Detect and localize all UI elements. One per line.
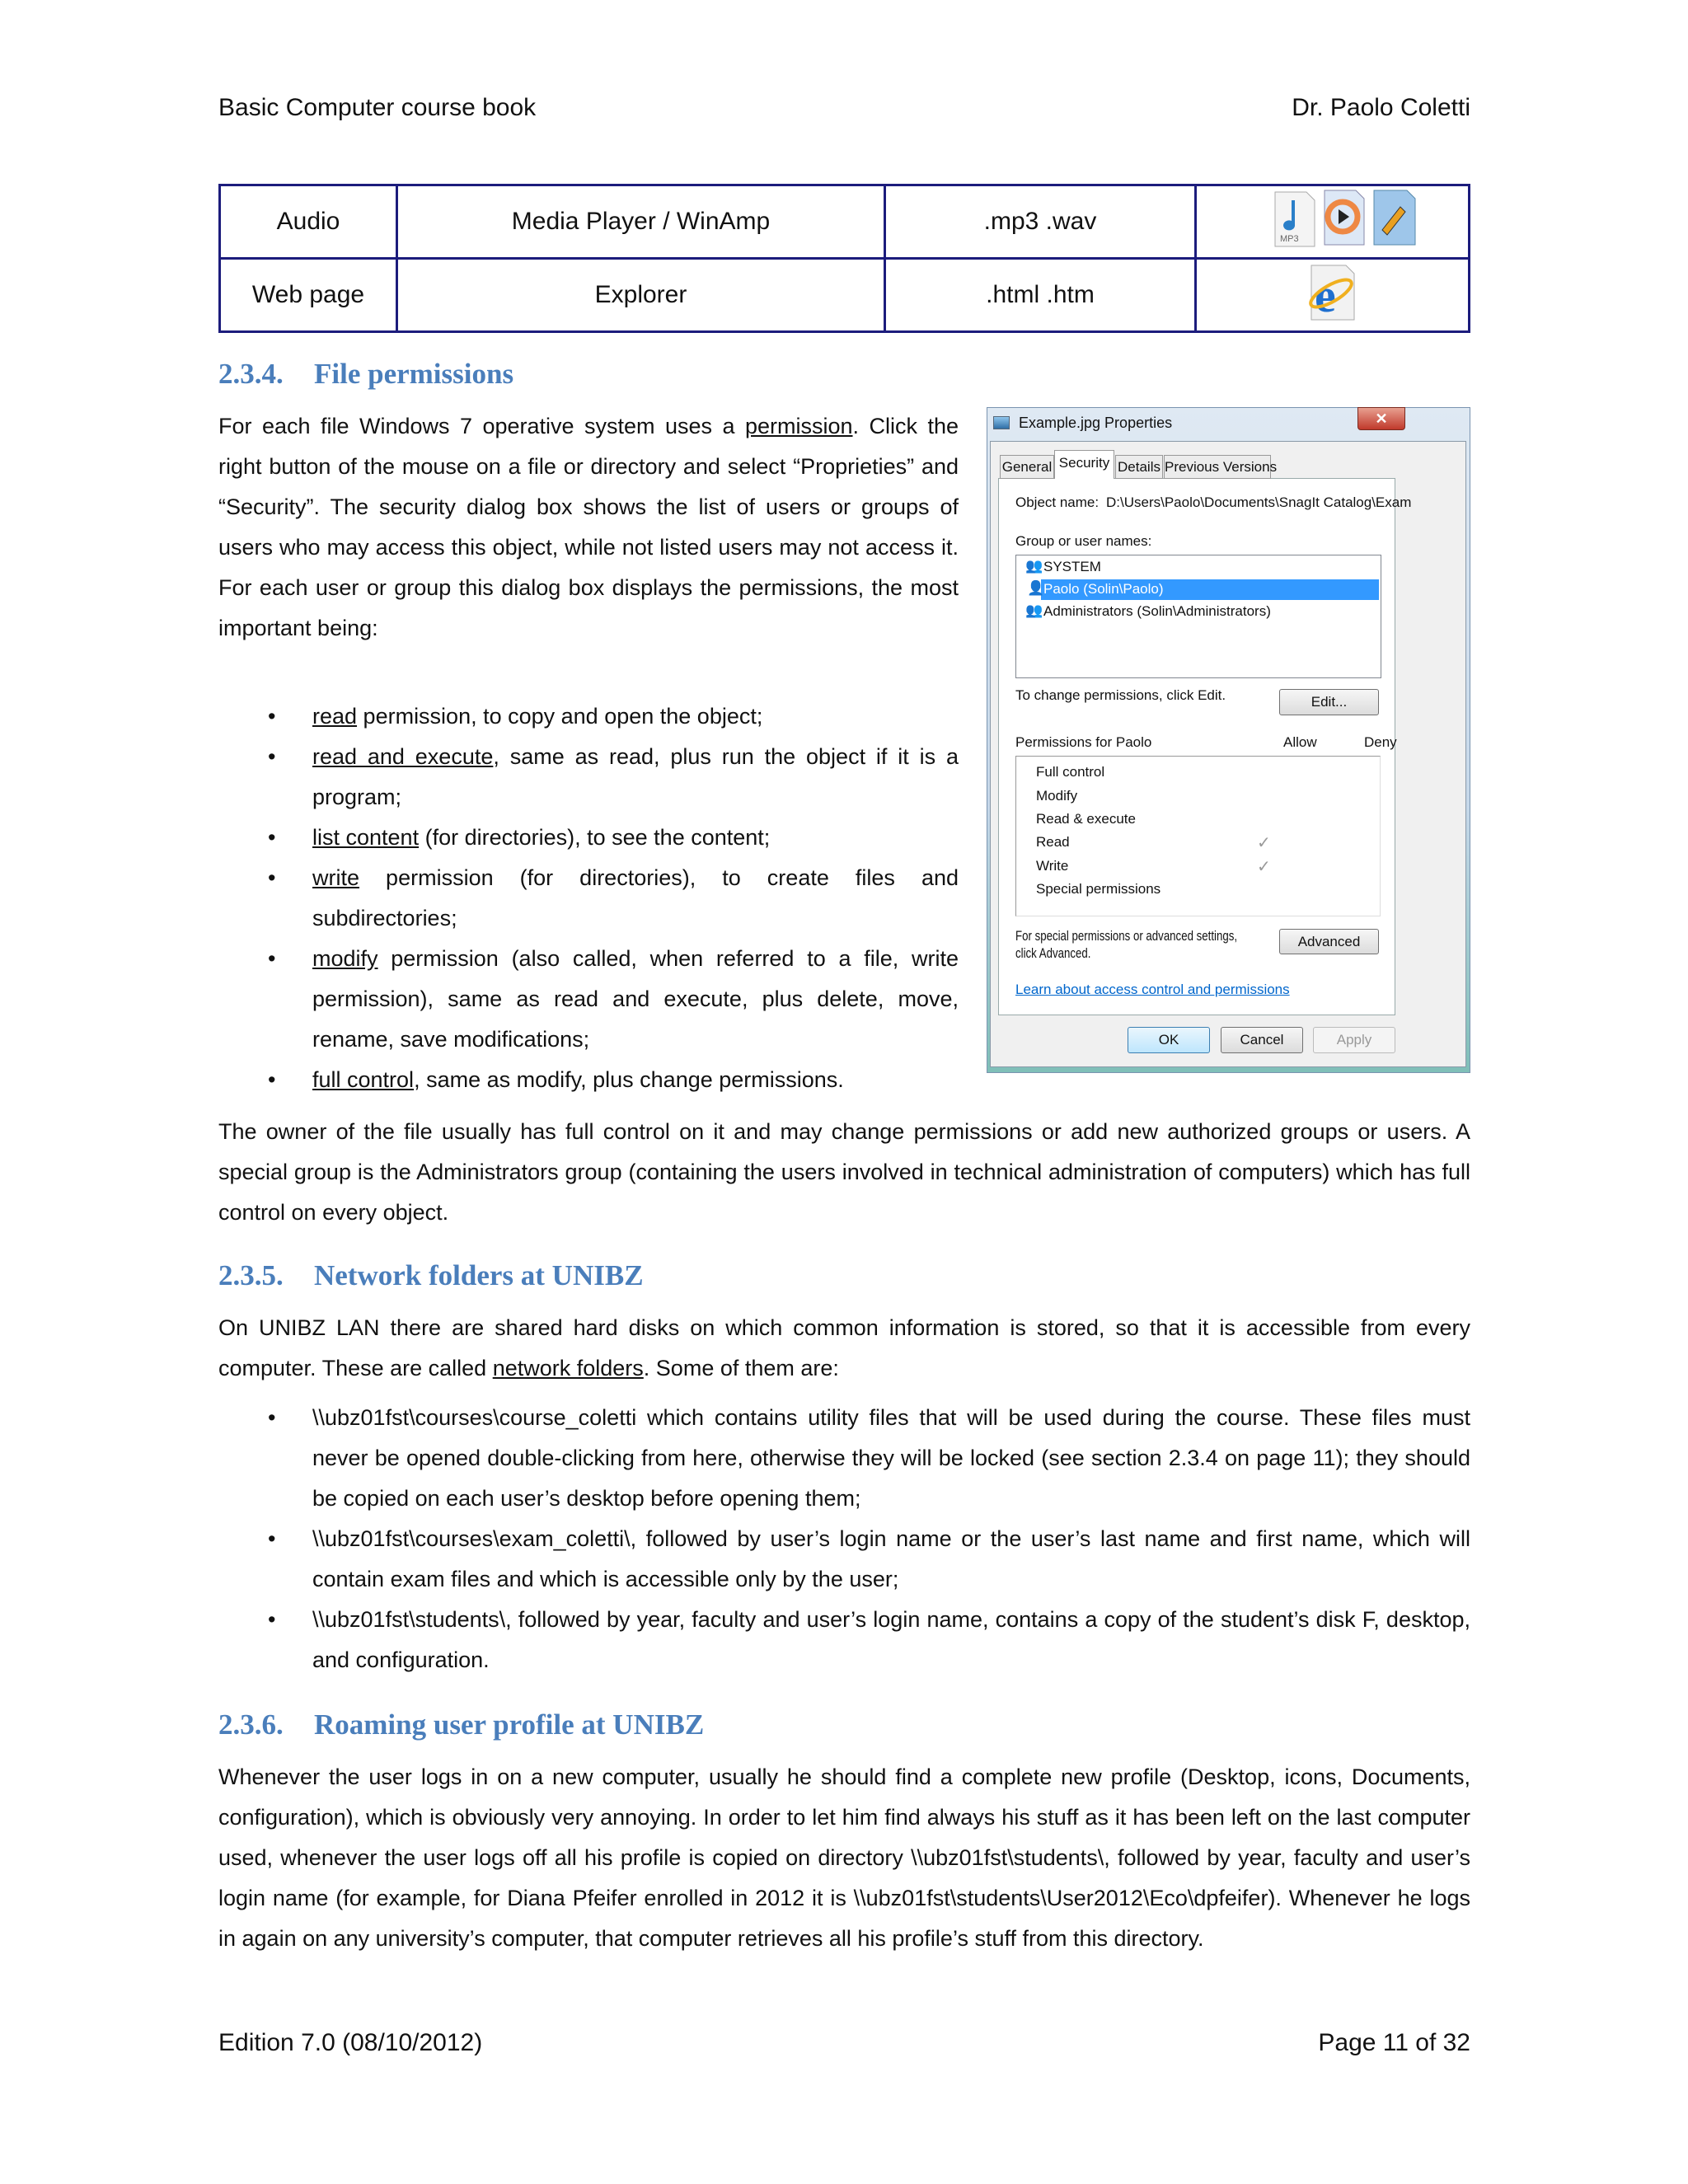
term: read [312, 704, 358, 729]
text: permission, to copy and open the object; [357, 704, 763, 729]
list-item [218, 939, 959, 1060]
type-cell: Audio [220, 185, 397, 259]
list-item: • \\ubz01fst\courses\course_coletti which contains utility files that will be used during the course. These files must never be opened double-clicking from here, otherwise they will be locked (see section 2.3.4 on page 11); they should be copied on each user’s desktop before opening them; [218, 1398, 1470, 1519]
section-heading-2-3-6 [218, 1708, 704, 1741]
ok-button[interactable]: OK [1128, 1027, 1210, 1053]
network-folder-list [218, 1398, 1470, 1680]
apply-button[interactable]: Apply [1313, 1027, 1395, 1053]
group-icon: 👥 [1025, 602, 1043, 618]
extension-cell: .mp3 .wav [885, 185, 1196, 259]
term: modify [312, 946, 378, 971]
tab-security[interactable]: Security [1054, 450, 1114, 479]
list-item [218, 696, 959, 737]
section-title: Network folders at UNIBZ [314, 1259, 644, 1291]
footer-edition: Edition 7.0 (08/10/2012) [218, 2029, 483, 2056]
term: read and execute [312, 744, 494, 769]
text: , same as modify, plus change permissions. [414, 1067, 844, 1092]
close-button[interactable]: ✕ [1357, 407, 1405, 430]
list-item [218, 737, 959, 818]
section-number: 2.3.4. [218, 358, 284, 390]
text: permission (for directories), to create files and subdirectories; [312, 865, 959, 930]
learn-link[interactable]: Learn about access control and permissions [1015, 982, 1290, 997]
section-title: Roaming user profile at UNIBZ [314, 1708, 705, 1741]
permissions-for-label: Permissions for Paolo [1015, 734, 1152, 750]
text: permission (also called, when referred to a file, write permission), same as read and execute, plus delete, move, rename, save modifications; [312, 946, 959, 1052]
perm-full-control: Full control [1036, 764, 1105, 780]
dialog-title: Example.jpg Properties [1019, 415, 1173, 431]
list-item [218, 818, 959, 858]
section-heading-2-3-5 [218, 1259, 644, 1292]
special-text-line2: click Advanced. [1015, 945, 1091, 961]
perm-modify: Modify [1036, 788, 1078, 804]
deny-header: Deny [1364, 734, 1397, 750]
table-row [220, 185, 1470, 259]
icon-cell [1196, 259, 1470, 332]
section-heading-2-3-4 [218, 358, 513, 391]
program-cell: Media Player / WinAmp [397, 185, 885, 259]
mp3-file-icon [1275, 192, 1315, 246]
list-item [218, 1060, 959, 1100]
object-name-value: D:\Users\Paolo\Documents\SnagIt Catalog\Exam [1106, 494, 1412, 510]
perm-read-execute: Read & execute [1036, 811, 1136, 827]
internet-explorer-icon [1300, 262, 1366, 321]
allow-header: Allow [1283, 734, 1317, 750]
type-cell: Web page [220, 259, 397, 332]
term: list content [312, 825, 420, 850]
section-number: 2.3.6. [218, 1708, 284, 1741]
program-cell: Explorer [397, 259, 885, 332]
permissions-intro-paragraph [218, 406, 959, 649]
perm-write: Write [1036, 858, 1069, 874]
user-item-system[interactable]: SYSTEM [1043, 559, 1101, 574]
cancel-button[interactable]: Cancel [1221, 1027, 1303, 1053]
user-icon: 👤 [1027, 580, 1045, 596]
running-header-author: Dr. Paolo Coletti [1292, 94, 1470, 121]
perm-read: Read [1036, 834, 1070, 850]
group-label: Group or user names: [1015, 533, 1152, 549]
footer-page-number: Page 11 of 32 [1318, 2029, 1470, 2056]
svg-text:MP3: MP3 [1279, 234, 1299, 244]
text: (for directories), to see the content; [419, 825, 771, 850]
list-item: • \\ubz01fst\courses\exam_coletti\, followed by user’s login name or the user’s last name and first name, which will contain exam files and which is accessible only by the user; [218, 1519, 1470, 1600]
file-type-table [218, 184, 1470, 333]
check-icon: ✓ [1257, 858, 1271, 876]
section-title: File permissions [314, 358, 514, 390]
list-item: • \\ubz01fst\students\, followed by year, faculty and user’s login name, contains a copy of the student’s disk F, desktop, and configuration. [218, 1600, 1470, 1680]
network-folders-paragraph [218, 1308, 1470, 1389]
object-name-label: Object name: [1015, 494, 1100, 510]
section-number: 2.3.5. [218, 1259, 284, 1291]
roaming-profile-paragraph: Whenever the user logs in on a new computer, usually he should find a complete new profile (Desktop, icons, Documents, configuration), which is obviously very annoying. In order to let him find always his stuff as it has been left on the last computer used, whenever the user logs off all his profile is copied on directory \\ubz01fst\students\, followed by year, faculty and user’s login name (for example, for Diana Pfeifer enrolled in 2012 it is \\ubz01fst\students\User2012\Eco\dpfeifer). Whenever he logs in again on any university’s computer, that computer retrieves all his profile’s stuff from this directory. [218, 1765, 1470, 1951]
text: . Some of them are: [643, 1356, 839, 1380]
tab-previous-versions[interactable]: Previous Versions [1164, 455, 1271, 479]
svg-text:e: e [1314, 269, 1336, 321]
user-item-paolo[interactable]: Paolo (Solin\Paolo) [1043, 581, 1164, 597]
list-item [218, 858, 959, 939]
edit-button[interactable]: Edit... [1279, 689, 1379, 715]
owner-paragraph: The owner of the file usually has full control on it and may change permissions or add new authorized groups or users. A special group is the Administrators group (containing the users involved in technical administration of computers) which has full control on every object. [218, 1119, 1470, 1225]
text: On UNIBZ LAN there are shared hard disks on which common information is stored, so that it is accessible from every computer. These are called [218, 1315, 1470, 1380]
advanced-button[interactable]: Advanced [1279, 929, 1379, 954]
group-icon: 👥 [1025, 558, 1043, 574]
term: write [312, 865, 360, 890]
winamp-icon [1374, 190, 1415, 245]
extension-cell: .html .htm [885, 259, 1196, 332]
running-header-title: Basic Computer course book [218, 94, 537, 121]
media-player-icon [1325, 190, 1364, 245]
change-permissions-text: To change permissions, click Edit. [1015, 687, 1226, 703]
term: full control [312, 1067, 415, 1092]
text: , same as read, plus run the object if it is a program; [312, 744, 959, 809]
permission-list [218, 696, 959, 1100]
text: . Click the right button of the mouse on a file or directory and select “Proprieties” and “Security”. The security dialog box shows the list of users or groups of users who may access this object, while not listed users may not access it. For each user or group this dialog box displays the permissions, the most important being: [218, 414, 959, 640]
text: For each file Windows 7 operative system uses a [218, 414, 745, 438]
tab-general[interactable]: General [1000, 455, 1054, 479]
term-permission: permission [744, 414, 853, 438]
special-text-line1: For special permissions or advanced settings, [1015, 928, 1238, 944]
check-icon: ✓ [1257, 834, 1271, 852]
tab-details[interactable]: Details [1115, 455, 1163, 479]
dialog-app-icon [993, 416, 1010, 429]
user-item-administrators[interactable]: Administrators (Solin\Administrators) [1043, 603, 1271, 619]
icon-cell [1196, 185, 1470, 259]
perm-special: Special permissions [1036, 881, 1161, 897]
table-row [220, 259, 1470, 332]
term-network-folders: network folders [492, 1356, 644, 1380]
